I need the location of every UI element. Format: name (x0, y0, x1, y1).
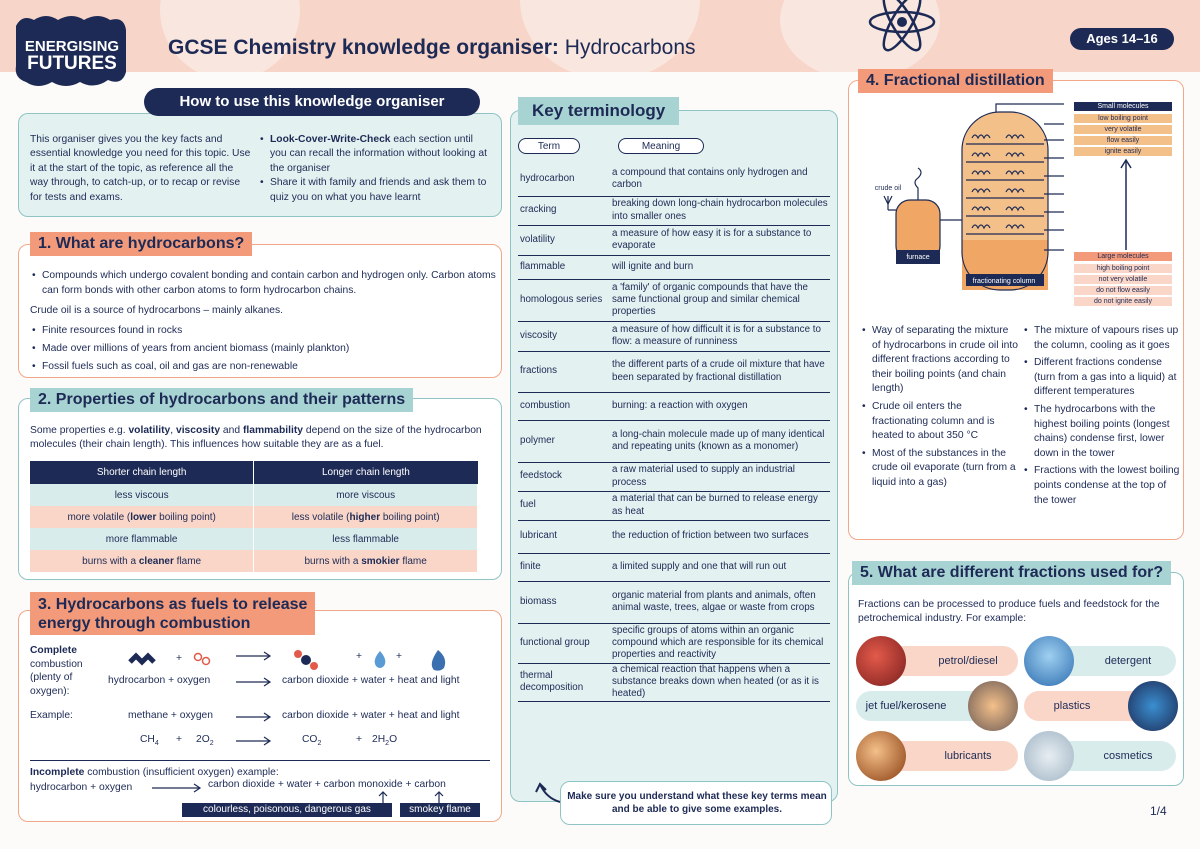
s1-line: Crude oil is a source of hydrocarbons – mainly alkanes. (30, 305, 283, 316)
small-prop: low boiling point (1074, 114, 1172, 123)
section4-title: 4. Fractional distillation (858, 69, 1053, 93)
howto-bullet-2: • Share it with family and friends and ask them to quiz you on what you have learnt (258, 176, 492, 205)
meaning-cell: a compound that contains only hydrogen and carbon (612, 162, 830, 196)
small-molecules-label: Small molecules (1074, 102, 1172, 111)
car-image (856, 636, 906, 686)
meaning-cell: breaking down long-chain hydrocarbon molecules into smaller ones (612, 196, 830, 225)
inc-left: hydrocarbon + oxygen (30, 782, 133, 793)
terms-table (518, 162, 830, 702)
plane-image (968, 681, 1018, 731)
term-cell: finite (518, 553, 612, 581)
properties-table (30, 461, 478, 572)
use-petrol-diesel: petrol/diesel (868, 646, 1018, 676)
term-row (518, 520, 830, 553)
use-jet-fuel: jet fuel/kerosene (856, 691, 1006, 721)
table-cell: more viscous (254, 484, 478, 506)
term-cell: fractions (518, 351, 612, 392)
s4-bullets-left (860, 324, 1018, 491)
term-cell: biomass (518, 581, 612, 623)
plus-sign: + (356, 651, 363, 662)
table-cell: less volatile (higher boiling point) (254, 506, 478, 528)
plus-sign: + (396, 651, 403, 662)
table-cell: less flammable (254, 528, 478, 550)
meaning-cell: a chemical reaction that happens when a substance breaks down when heated (or as it is heated) (612, 663, 830, 701)
use-detergent: detergent (1036, 646, 1176, 676)
meaning-cell: a raw material used to supply an industrial process (612, 462, 830, 491)
term-cell: volatility (518, 225, 612, 255)
section3-title: 3. Hydrocarbons as fuels to release energy through combustion (30, 592, 315, 635)
term-cell: flammable (518, 255, 612, 279)
terms-title: Key terminology (518, 97, 679, 125)
inc-right: carbon dioxide + water + carbon monoxide + carbon (208, 779, 446, 790)
col-shorter: Shorter chain length (30, 461, 254, 484)
term-row (518, 321, 830, 351)
energising-futures-logo (12, 12, 130, 90)
section2-intro: Some properties e.g. volatility, viscosity and flammability depend on the size of the hydrocarbon molecules (their chain length). This influences how suitable they are as a fuel. (30, 425, 482, 451)
s1-bullet: • Finite resources found in rocks (30, 322, 496, 340)
crude-oil-label: crude oil (874, 185, 902, 192)
section5-intro: Fractions can be processed to produce fuels and feedstock for the petrochemical industry. For example: (858, 599, 1160, 625)
example-label: Example: (30, 710, 73, 721)
logo-line1: ENERGISING (24, 38, 120, 55)
term-cell: cracking (518, 196, 612, 225)
meaning-cell: a 'family' of organic compounds that have the same functional group and similar chemical properties (612, 279, 830, 321)
complete-combustion-label: Complete combustion (plenty of oxygen): (30, 645, 83, 697)
term-cell: hydrocarbon (518, 162, 612, 196)
cosmetics-image (1024, 731, 1074, 781)
small-prop: flow easily (1074, 136, 1172, 145)
incomplete-label: Incomplete combustion (insufficient oxygen) example: (30, 767, 279, 778)
lubricant-image (856, 731, 906, 781)
table-cell: more flammable (30, 528, 254, 550)
meaning-pill: Meaning (618, 138, 704, 154)
term-row (518, 255, 830, 279)
formula-ch4: $CH_4$ (140, 734, 159, 748)
meaning-cell: a limited supply and one that will run out (612, 553, 830, 581)
large-prop: high boiling point (1074, 264, 1172, 273)
term-row (518, 162, 830, 196)
term-row (518, 351, 830, 392)
page-title: GCSE Chemistry knowledge organiser: Hydrocarbons (168, 36, 696, 59)
arrow-icon (234, 711, 274, 723)
arrow-icon (234, 735, 274, 747)
section1-title: 1. What are hydrocarbons? (30, 232, 252, 256)
arrow-up-icon (434, 790, 444, 804)
s4-bullet: • Most of the substances in the crude oil evaporate (turn from a liquid into a gas) (860, 447, 1018, 491)
term-cell: lubricant (518, 520, 612, 553)
use-plastics: plastics (1024, 691, 1164, 721)
arrow-icon (532, 778, 564, 808)
s4-bullet: • Crude oil enters the fractionating column and is heated to about 350 °C (860, 400, 1018, 444)
divider (30, 760, 490, 761)
logo-line2: FUTURES (27, 53, 117, 74)
term-cell: viscosity (518, 321, 612, 351)
term-cell: homologous series (518, 279, 612, 321)
large-molecules-label: Large molecules (1074, 252, 1172, 261)
s4-bullets-right (1022, 324, 1180, 508)
howto-bullet-1: • Look-Cover-Write-Check each section until you can recall the information without looking at the organiser (258, 133, 492, 176)
term-row (518, 553, 830, 581)
atom-icon (862, 0, 942, 60)
page-number: 1/4 (1150, 804, 1167, 818)
howto-left-text: This organiser gives you the key facts and essential knowledge you need for this topic. Use it at the start of the topic, as reference all the way through, to catch-up, or to recap or revise for tests and exams. (30, 134, 251, 203)
meaning-cell: the reduction of friction between two surfaces (612, 520, 830, 553)
meaning-cell: the different parts of a crude oil mixture that have been separated by fractional distillation (612, 351, 830, 392)
formula-h2o: $2H_2O$ (372, 734, 398, 748)
s1-bullet: • Fossil fuels such as coal, oil and gas are non-renewable (30, 358, 496, 376)
plastics-image (1128, 681, 1178, 731)
term-row (518, 196, 830, 225)
small-prop: ignite easily (1074, 147, 1172, 156)
term-cell: polymer (518, 420, 612, 462)
term-cell: thermal decomposition (518, 663, 612, 701)
large-prop: do not ignite easily (1074, 297, 1172, 306)
terms-note: Make sure you understand what these key terms mean and be able to give some examples. (567, 791, 827, 815)
section5-title: 5. What are different fractions used for? (852, 561, 1171, 585)
arrow-up-icon (378, 790, 388, 804)
s4-bullet: • Different fractions condense (turn from a gas into a liquid) at different temperatures (1022, 356, 1180, 400)
tag-co: colourless, poisonous, dangerous gas (182, 803, 392, 817)
s4-bullet: • The mixture of vapours rises up the column, cooling as it goes (1022, 324, 1180, 353)
furnace-label: furnace (906, 254, 930, 261)
term-cell: combustion (518, 392, 612, 420)
meaning-cell: specific groups of atoms within an organic compound which are responsible for its chemical properties and reactivity (612, 623, 830, 663)
howto-title: How to use this knowledge organiser (144, 88, 480, 116)
term-row (518, 279, 830, 321)
term-row (518, 392, 830, 420)
meaning-cell: a measure of how easy it is for a substance to evaporate (612, 225, 830, 255)
table-cell: burns with a cleaner flame (30, 550, 254, 572)
section2-title: 2. Properties of hydrocarbons and their patterns (30, 388, 413, 412)
s1-bullet: • Made over millions of years from ancient biomass (mainly plankton) (30, 340, 496, 358)
s4-bullet: • The hydrocarbons with the highest boiling points (longest chains) condense first, lower down in the tower (1022, 403, 1180, 461)
eq2-left: methane + oxygen (128, 710, 214, 721)
term-row (518, 491, 830, 520)
plus-sign: + (176, 653, 183, 664)
plus-sign: + (176, 734, 183, 745)
large-prop: do not flow easily (1074, 286, 1172, 295)
eq1-left: hydrocarbon + oxygen (108, 675, 211, 686)
col-longer: Longer chain length (254, 461, 478, 484)
formula-o2: $2O_2$ (196, 734, 214, 748)
use-lubricants: lubricants (868, 741, 1018, 771)
term-pill: Term (518, 138, 580, 154)
term-cell: fuel (518, 491, 612, 520)
s4-bullet: • Fractions with the lowest boiling points condense at the top of the tower (1022, 464, 1180, 508)
s4-bullet: • Way of separating the mixture of hydrocarbons in crude oil into different fractions according to their boiling points (and chain length) (860, 324, 1018, 397)
plus-sign: + (356, 734, 363, 745)
eq2-right: carbon dioxide + water + heat and light (282, 710, 460, 721)
small-prop: very volatile (1074, 125, 1172, 134)
term-row (518, 623, 830, 663)
tag-carbon: smokey flame (400, 803, 480, 817)
table-cell: less viscous (30, 484, 254, 506)
meaning-cell: a long-chain molecule made up of many identical and repeating units (known as a monomer) (612, 420, 830, 462)
use-cosmetics: cosmetics (1036, 741, 1176, 771)
arrow-icon (150, 782, 204, 794)
meaning-cell: organic material from plants and animals, often animal waste, trees, algae or waste from crops (612, 581, 830, 623)
section1-content (30, 268, 496, 376)
meaning-cell: a material that can be burned to release energy as heat (612, 491, 830, 520)
howto-bullets (258, 133, 492, 205)
term-row (518, 663, 830, 701)
term-row (518, 420, 830, 462)
term-row (518, 462, 830, 491)
table-cell: more volatile (lower boiling point) (30, 506, 254, 528)
large-prop: not very volatile (1074, 275, 1172, 284)
term-row (518, 581, 830, 623)
table-cell: burns with a smokier flame (254, 550, 478, 572)
term-row (518, 225, 830, 255)
s1-bullet: • Compounds which undergo covalent bonding and contain carbon and hydrogen only. Carbon atoms can form bonds with other carbon atoms to form hydrocarbon chains. (30, 268, 496, 298)
column-label: fractionating column (972, 278, 1036, 285)
detergent-image (1024, 636, 1074, 686)
meaning-cell: will ignite and burn (612, 255, 830, 279)
ages-badge: Ages 14–16 (1070, 28, 1174, 50)
term-cell: feedstock (518, 462, 612, 491)
formula-co2: $CO_2$ (302, 734, 322, 748)
meaning-cell: burning: a reaction with oxygen (612, 392, 830, 420)
arrow-icon (234, 650, 274, 662)
arrow-icon (234, 676, 274, 688)
meaning-cell: a measure of how difficult it is for a substance to flow: a measure of runniness (612, 321, 830, 351)
term-cell: functional group (518, 623, 612, 663)
eq1-right: carbon dioxide + water + heat and light (282, 675, 460, 686)
